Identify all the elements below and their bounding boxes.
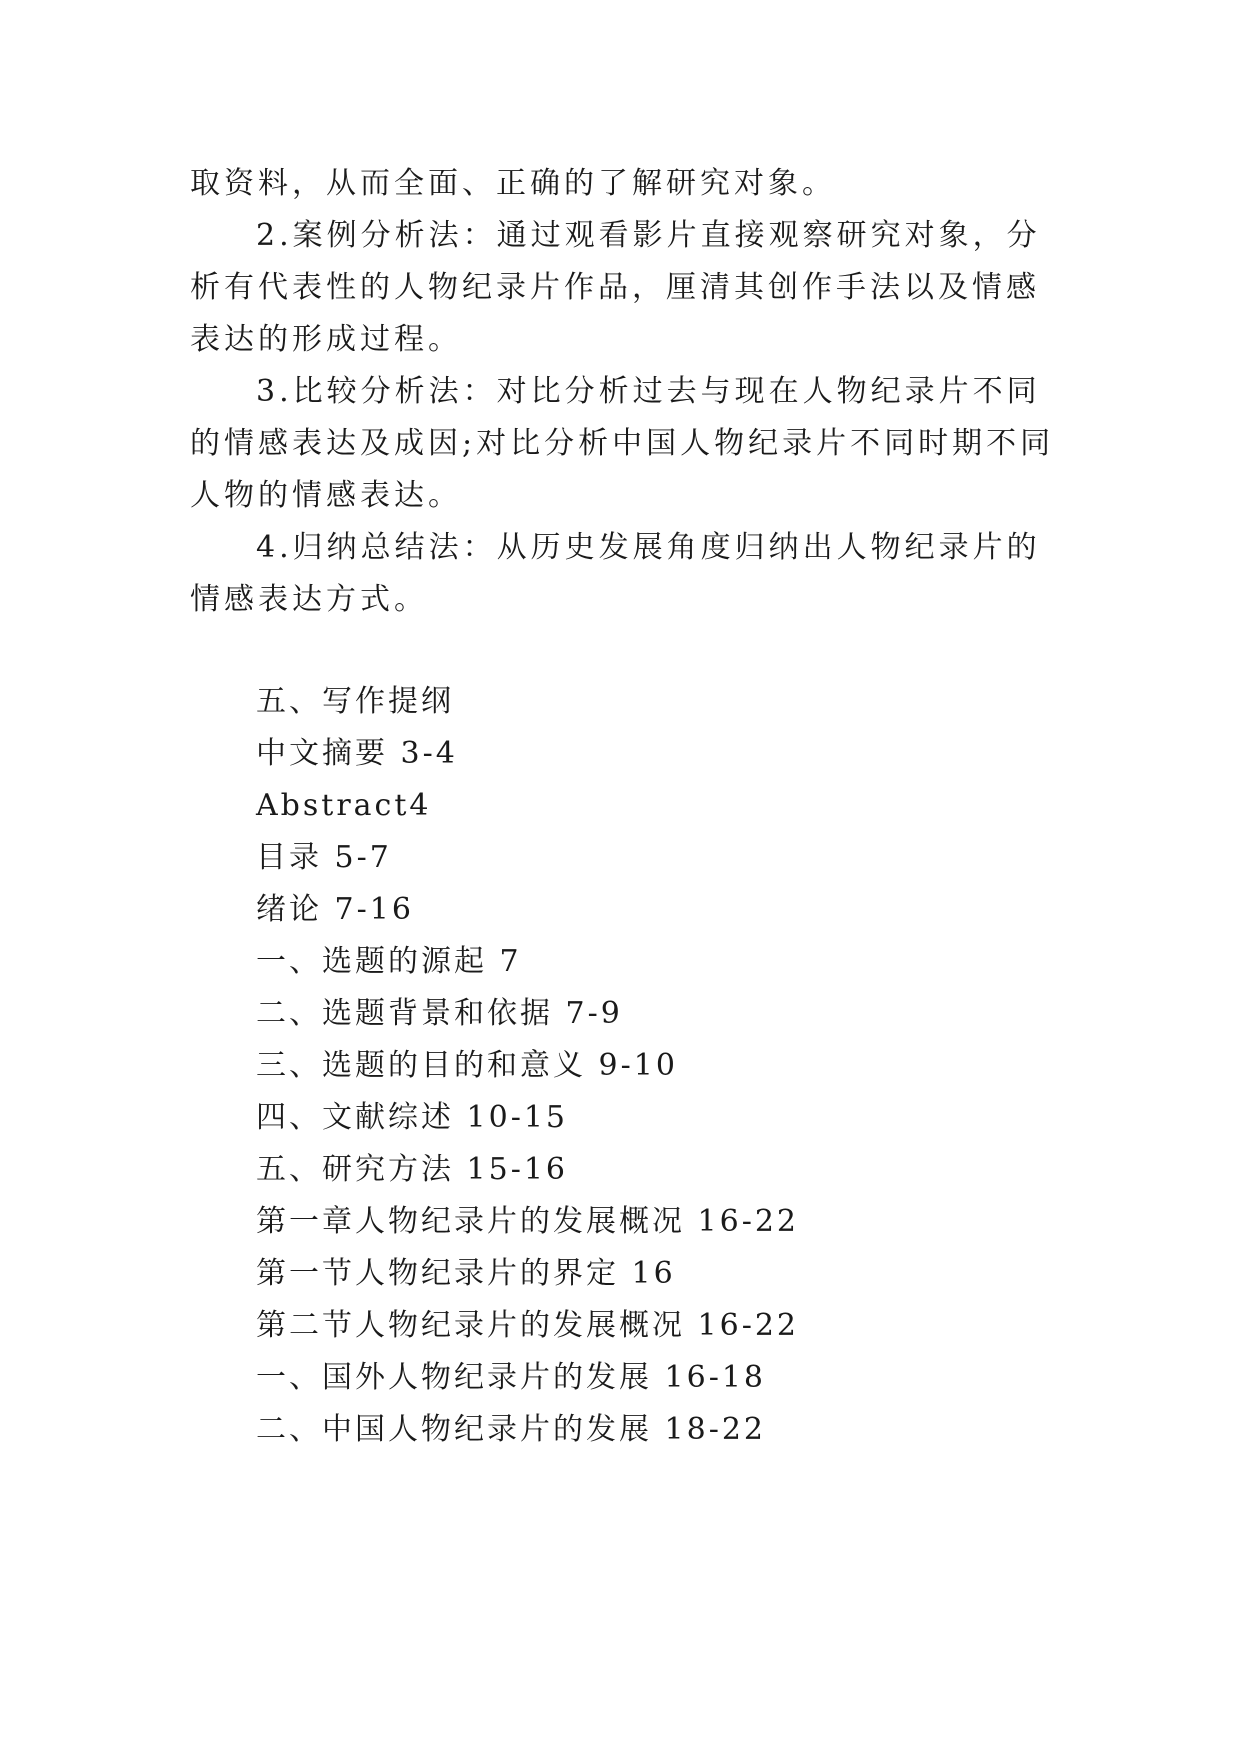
toc-item: 第一章人物纪录片的发展概况 16-22 (256, 1204, 800, 1239)
paragraph-case-analysis: 2.案例分析法：通过观看影片直接观察研究对象，分析有代表性的人物纪录片作品，厘清其创作手法以及情感表达的形成过程。 (190, 218, 1041, 357)
toc-item: 二、中国人物纪录片的发展 18-22 (256, 1412, 767, 1447)
toc-item: Abstract4 (256, 788, 432, 823)
body-text (190, 158, 1058, 626)
toc-item: 第二节人物纪录片的发展概况 16-22 (256, 1308, 800, 1343)
toc-item: 三、选题的目的和意义 9-10 (256, 1048, 678, 1083)
toc-item: 五、研究方法 15-16 (256, 1152, 569, 1187)
toc-item: 绪论 7-16 (256, 892, 414, 927)
paragraph-comparative-analysis: 3.比较分析法：对比分析过去与现在人物纪录片不同的情感表达及成因;对比分析中国人物纪录片不同时期不同人物的情感表达。 (190, 374, 1055, 513)
paragraph-continuation: 取资料，从而全面、正确的了解研究对象。 (190, 166, 836, 201)
paragraph-inductive-summary: 4.归纳总结法：从历史发展角度归纳出人物纪录片的情感表达方式。 (190, 530, 1041, 617)
toc-item: 一、选题的源起 7 (256, 944, 522, 979)
toc-item: 第一节人物纪录片的界定 16 (256, 1256, 676, 1291)
outline-heading: 五、写作提纲 (256, 684, 454, 719)
toc-item: 目录 5-7 (256, 840, 392, 875)
toc-item: 四、文献综述 10-15 (256, 1100, 569, 1135)
toc-item: 一、国外人物纪录片的发展 16-18 (256, 1360, 767, 1395)
toc-item: 中文摘要 3-4 (256, 736, 458, 771)
toc-item: 二、选题背景和依据 7-9 (256, 996, 623, 1031)
